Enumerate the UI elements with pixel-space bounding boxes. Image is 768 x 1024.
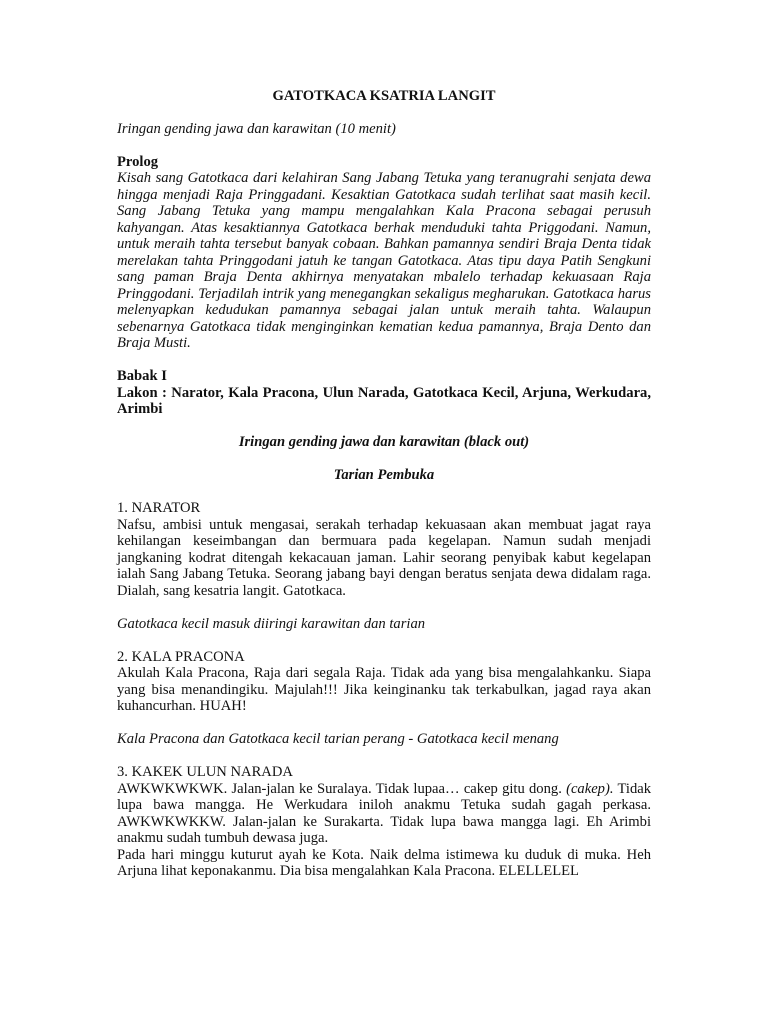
lakon-cast-list: Lakon : Narator, Kala Pracona, Ulun Narada, Gatotkaca Kecil, Arjuna, Werkudara, Arimbi [117,384,651,417]
babak-stage-direction: Iringan gending jawa dan karawitan (black out) [238,434,530,450]
prolog-text: Kisah sang Gatotkaca dari kelahiran Sang Jabang Tetuka yang teranugrahi senjata dewa hingga menjadi Raja Pringgadani. Kesaktian Gatotkaca sudah terlihat saat masih kecil. Sang Jabang Tetuka yang mampu mengalahkan Kala Pracona sebagai perusuh kahyangan. Atas kesaktiannya Gatotkaca berhak menduduki tahta Priggodani. Namun, untuk meraih tahta tersebut banyak cobaan. Bahkan pamannya sendiri Braja Denta tidak merelakan tahta Pringgodani jatuh ke tangan Gatotkaca. Atas tipu daya Patih Sengkuni sang paman Braja Denta akhirnya menyatakan mbalelo terhadap kekuasaan Raja Pringgodani. Terjadilah intrik yang menegangkan sekaligus megharukan. Gatotkaca harus melenyapkan kedudukan pamannya sebagai jalan untuk meraih tahta. Walaupun sebenarnya Gatotkaca tidak menginginkan kematian kedua pamannya, Braja Dento dan Braja Musti. [117,170,651,351]
dialogue-kakek-ulun-narada-continued: Pada hari minggu kuturut ayah ke Kota. Naik delma istimewa ku duduk di muka. Heh Arjuna lihat keponakanmu. Dia bisa mengalahkan Kala Pracona. ELELLELEL [117,846,651,879]
document-page [117,88,651,880]
babak-heading: Babak I [117,368,167,384]
section-heading-kakek-ulun-narada: 3. KAKEK ULUN NARADA [117,764,293,780]
dialogue-kakek-ulun-narada [117,781,651,847]
dialogue-part-b: Tidak lupa bawa mangga. He Werkudara iniloh anakmu Tetuka sudah gagah perkasa. AWKWKWKKW. Jalan-jalan ke Surakarta. Tidak lupa bawa mangga lagi. Eh Arimbi anakmu sudah tumbuh dewasa juga. [117,780,652,846]
section-heading-narator: 1. NARATOR [117,500,201,516]
stage-direction-gatotkaca-enters: Gatotkaca kecil masuk diiringi karawitan dan tarian [117,615,426,632]
dialogue-part-a: AWKWKWKWK. Jalan-jalan ke Suralaya. Tidak lupaa… cakep gitu dong. [117,780,562,797]
dialogue-aside: (cakep). [566,780,614,797]
opening-stage-direction: Iringan gending jawa dan karawitan (10 menit) [117,120,396,137]
stage-direction-battle-dance: Kala Pracona dan Gatotkaca kecil tarian perang - Gatotkaca kecil menang [117,731,559,747]
document-title: GATOTKACA KSATRIA LANGIT [272,88,496,104]
prolog-heading: Prolog [117,153,159,170]
section-heading-kala-pracona: 2. KALA PRACONA [117,648,245,665]
opening-dance-direction: Tarian Pembuka [333,467,435,483]
dialogue-narator: Nafsu, ambisi untuk mengasai, serakah terhadap kekuasaan akan membuat jagat raya kehilangan keseimbangan dan bermuara pada kegelapan. Namun sudah menjadi jangkaning kodrat ditengah kekacauan jaman. Lahir seorang penyibak kabut kegelapan ialah Sang Jabang Tetuka. Seorang jabang bayi dengan beratus senjata dewa didalam raga. Dialah, sang kesatria langit. Gatotkaca. [117,516,651,599]
dialogue-kala-pracona: Akulah Kala Pracona, Raja dari segala Raja. Tidak ada yang bisa mengalahkanku. Siapa yang bisa menandingiku. Majulah!!! Jika keinginanku tak terkabulkan, jagad raya akan kuhancurhan. HUAH! [117,665,651,714]
